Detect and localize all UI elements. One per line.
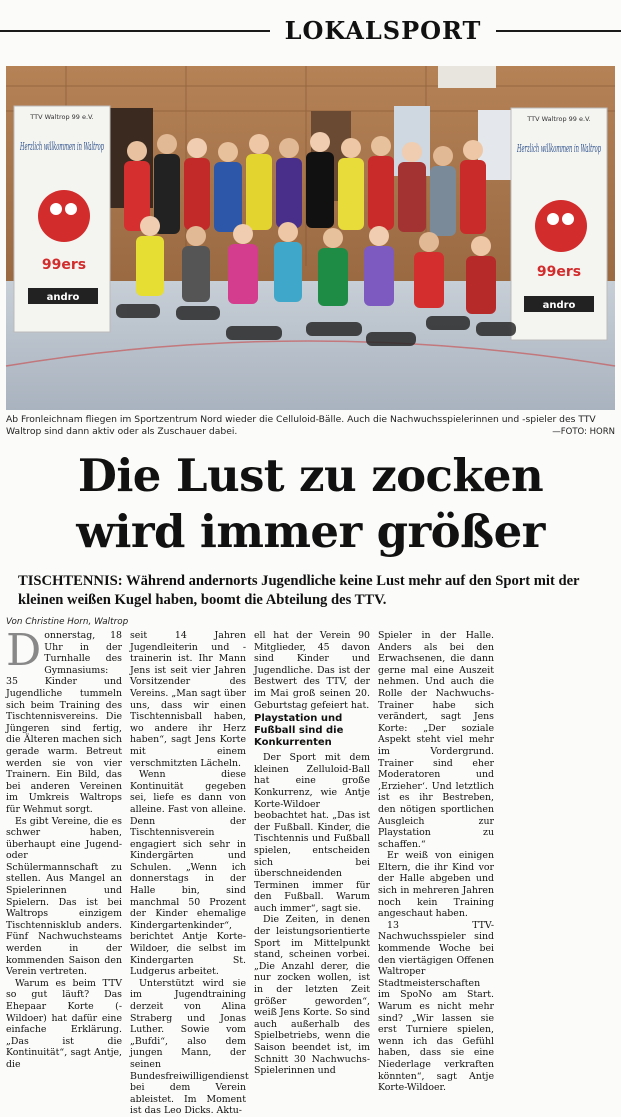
- photo-caption: [6, 414, 615, 438]
- paragraph: Die Zeiten, in denen der leistungsorientierte Sport im Mittelpunkt stand, scheinen vorbei. „Die Anzahl derer, die nur zocken wollen, ist in der letzten Zeit größer geworden“, weiß Jens Korte. So sind auch außerhalb des Spielbetriebs, wenn die Saison beendet ist, im Schnitt 30 Nachwuchs-Spielerinnen und: [254, 914, 370, 1077]
- drop-cap: D: [6, 625, 42, 676]
- section-header: [0, 14, 621, 48]
- paragraph: Spieler in der Halle. Anders als bei den Erwachsenen, die dann gerne mal eine Auszeit nehmen. Und auch die Rolle der Nachwuchs-Trainer habe sich verändert, sagt Jens Korte: „Der soziale Aspekt steht viel mehr im Vordergrund. Trainer sind eher Moderatoren und ‚Erzieher‘. Und letztlich ist es ihr Bestreben, den nötigen sportlichen Ausgleich zur Playstation zu schaffen.“: [378, 630, 494, 850]
- article-column-3: [254, 630, 370, 1077]
- article-body: [6, 625, 615, 1117]
- paragraph: ell hat der Verein 90 Mitglieder, 45 davon sind Kinder und Jugendliche. Das ist der Bestwert des TTV, der im Mai groß seinen 20. Geburtstag gefeiert hat.: [254, 630, 370, 711]
- headline: [0, 448, 621, 560]
- article-column-4: [378, 630, 494, 1094]
- headline-line-2: wird immer größer: [76, 505, 545, 558]
- paragraph: Es gibt Vereine, die es schwer haben, überhaupt eine Jugend- oder Schülermannschaft zu stellen. Aus Mangel an Spielerinnen und Spielern. Das ist bei Waltrops einzigem Tischtennisklub anders. Fünf Nachwuchsteams werden in der kommenden Saison den Verein vertreten.: [6, 815, 122, 978]
- article-photo: [6, 66, 615, 410]
- section-rule-left: [0, 30, 270, 32]
- paragraph: Er weiß von einigen Eltern, die ihr Kind vor der Halle abgeben und sich in mehreren Jahren noch kein Training angeschaut haben.: [378, 850, 494, 920]
- banner-left: [14, 106, 110, 332]
- banner-left-club: TTV Waltrop 99 e.V.: [30, 113, 94, 121]
- subheadline: TISCHTENNIS: Während andernorts Jugendliche keine Lust mehr auf den Sport mit der kleinen weißen Kugel haben, boomt die Abteilung des TTV.: [18, 573, 580, 608]
- banner-left-greeting: Herzlich willkommen in Waltrop: [19, 140, 105, 153]
- paragraph: 13 TTV-Nachwuchsspieler sind kommende Woche bei den viertägigen Offenen Waltroper Stadtmeisterschaften im SpoNo am Start. Warum es nicht mehr sind? „Wir lassen sie erst Turniere spielen, wenn ich das Gefühl haben, dass sie eine Niederlage verkraften könnten“, sagt Antje Korte-Wildoer.: [378, 919, 494, 1094]
- paragraph: seit 14 Jahren Jugendleiterin und -trainerin ist. Ihr Mann Jens ist seit vier Jahren Vorsitzender des Vereins. „Man sagt über uns, dass wir einen Tischtennisball haben, wo andere ihr Herz haben“, sagt Jens Korte mit einem verschmitzten Lächeln.: [130, 630, 246, 769]
- paragraph: Wenn diese Kontinuität gegeben sei, liefe es dann von alleine. Fast von alleine. Denn der Tischtennisverein engagiert sich sehr in Kindergärten und Schulen. „Wenn ich donnerstags in der Halle bin, sind manchmal 50 Prozent der Kinder ehemalige Kindergartenkinder“, berichtet Antje Korte-Wildoer, die selbst im Kindergarten St. Ludgerus arbeitet.: [130, 769, 246, 978]
- caption-text: Ab Fronleichnam fliegen im Sportzentrum Nord wieder die Celluloid-Bälle. Auch die Nachwuchsspielerinnen und -spieler des TTV Waltrop sind dann aktiv oder als Zuschauer dabei.: [6, 414, 596, 437]
- banner-left-sponsor: andro: [46, 292, 80, 303]
- photo-credit: —FOTO: HORN: [552, 427, 615, 437]
- inline-subheading: Playstation und Fußball sind die Konkurrenten: [254, 713, 344, 749]
- banner-right-sponsor: andro: [542, 300, 576, 311]
- paragraph: Donnerstag, 18 Uhr in der Turnhalle des Gymnasiums: 35 Kinder und Jugendliche tummeln sich beim Training des Tischtennisvereins. Die Jüngeren sind fertig, die Älteren machen sich gerade warm. Betreut werden sie von vier Trainern. Ein Bild, das bei anderen Vereinen im Umkreis Waltrops für Wehmut sorgt.: [6, 625, 122, 815]
- byline: Von Christine Horn, Waltrop: [6, 617, 129, 627]
- article-column-2: [130, 630, 249, 1117]
- banner-right-greeting: Herzlich willkommen in Waltrop: [516, 142, 601, 155]
- banner-right-mascot-text: 99ers: [536, 264, 582, 280]
- banner-right-club: TTV Waltrop 99 e.V.: [527, 115, 591, 123]
- section-title: LOKALSPORT: [284, 16, 482, 45]
- banner-left-mascot-text: 99ers: [41, 257, 87, 273]
- article-column-1: [6, 625, 122, 1070]
- paragraph: Unterstützt wird sie im Jugendtraining derzeit von Alina Straberg und Jonas Luther. Sowie vom „Bufdi“, also dem jungen Mann, der seinen Bundesfreiwilligendienst bei dem Verein ableistet. Im Moment ist das Leo Dicks. Aktu-: [130, 977, 249, 1117]
- headline-line-1: Die Lust zu zocken: [77, 449, 544, 502]
- section-rule-right: [496, 30, 621, 32]
- paragraph: Der Sport mit dem kleinen Zelluloid-Ball hat eine große Konkurrenz, wie Antje Korte-Wildoer beobachtet hat. „Das ist der Fußball. Kinder, die Tischtennis und Fußball spielen, entscheiden sich bei überschneidenden Terminen immer für den Fußball. Warum auch immer“, sagt sie.: [254, 752, 370, 914]
- paragraph: Warum es beim TTV so gut läuft? Das Ehepaar Korte (-Wildoer) hat dafür eine einfache Erklärung. „Das ist die Kontinuität“, sagt Antje, die: [6, 977, 122, 1070]
- banner-right: [511, 108, 607, 340]
